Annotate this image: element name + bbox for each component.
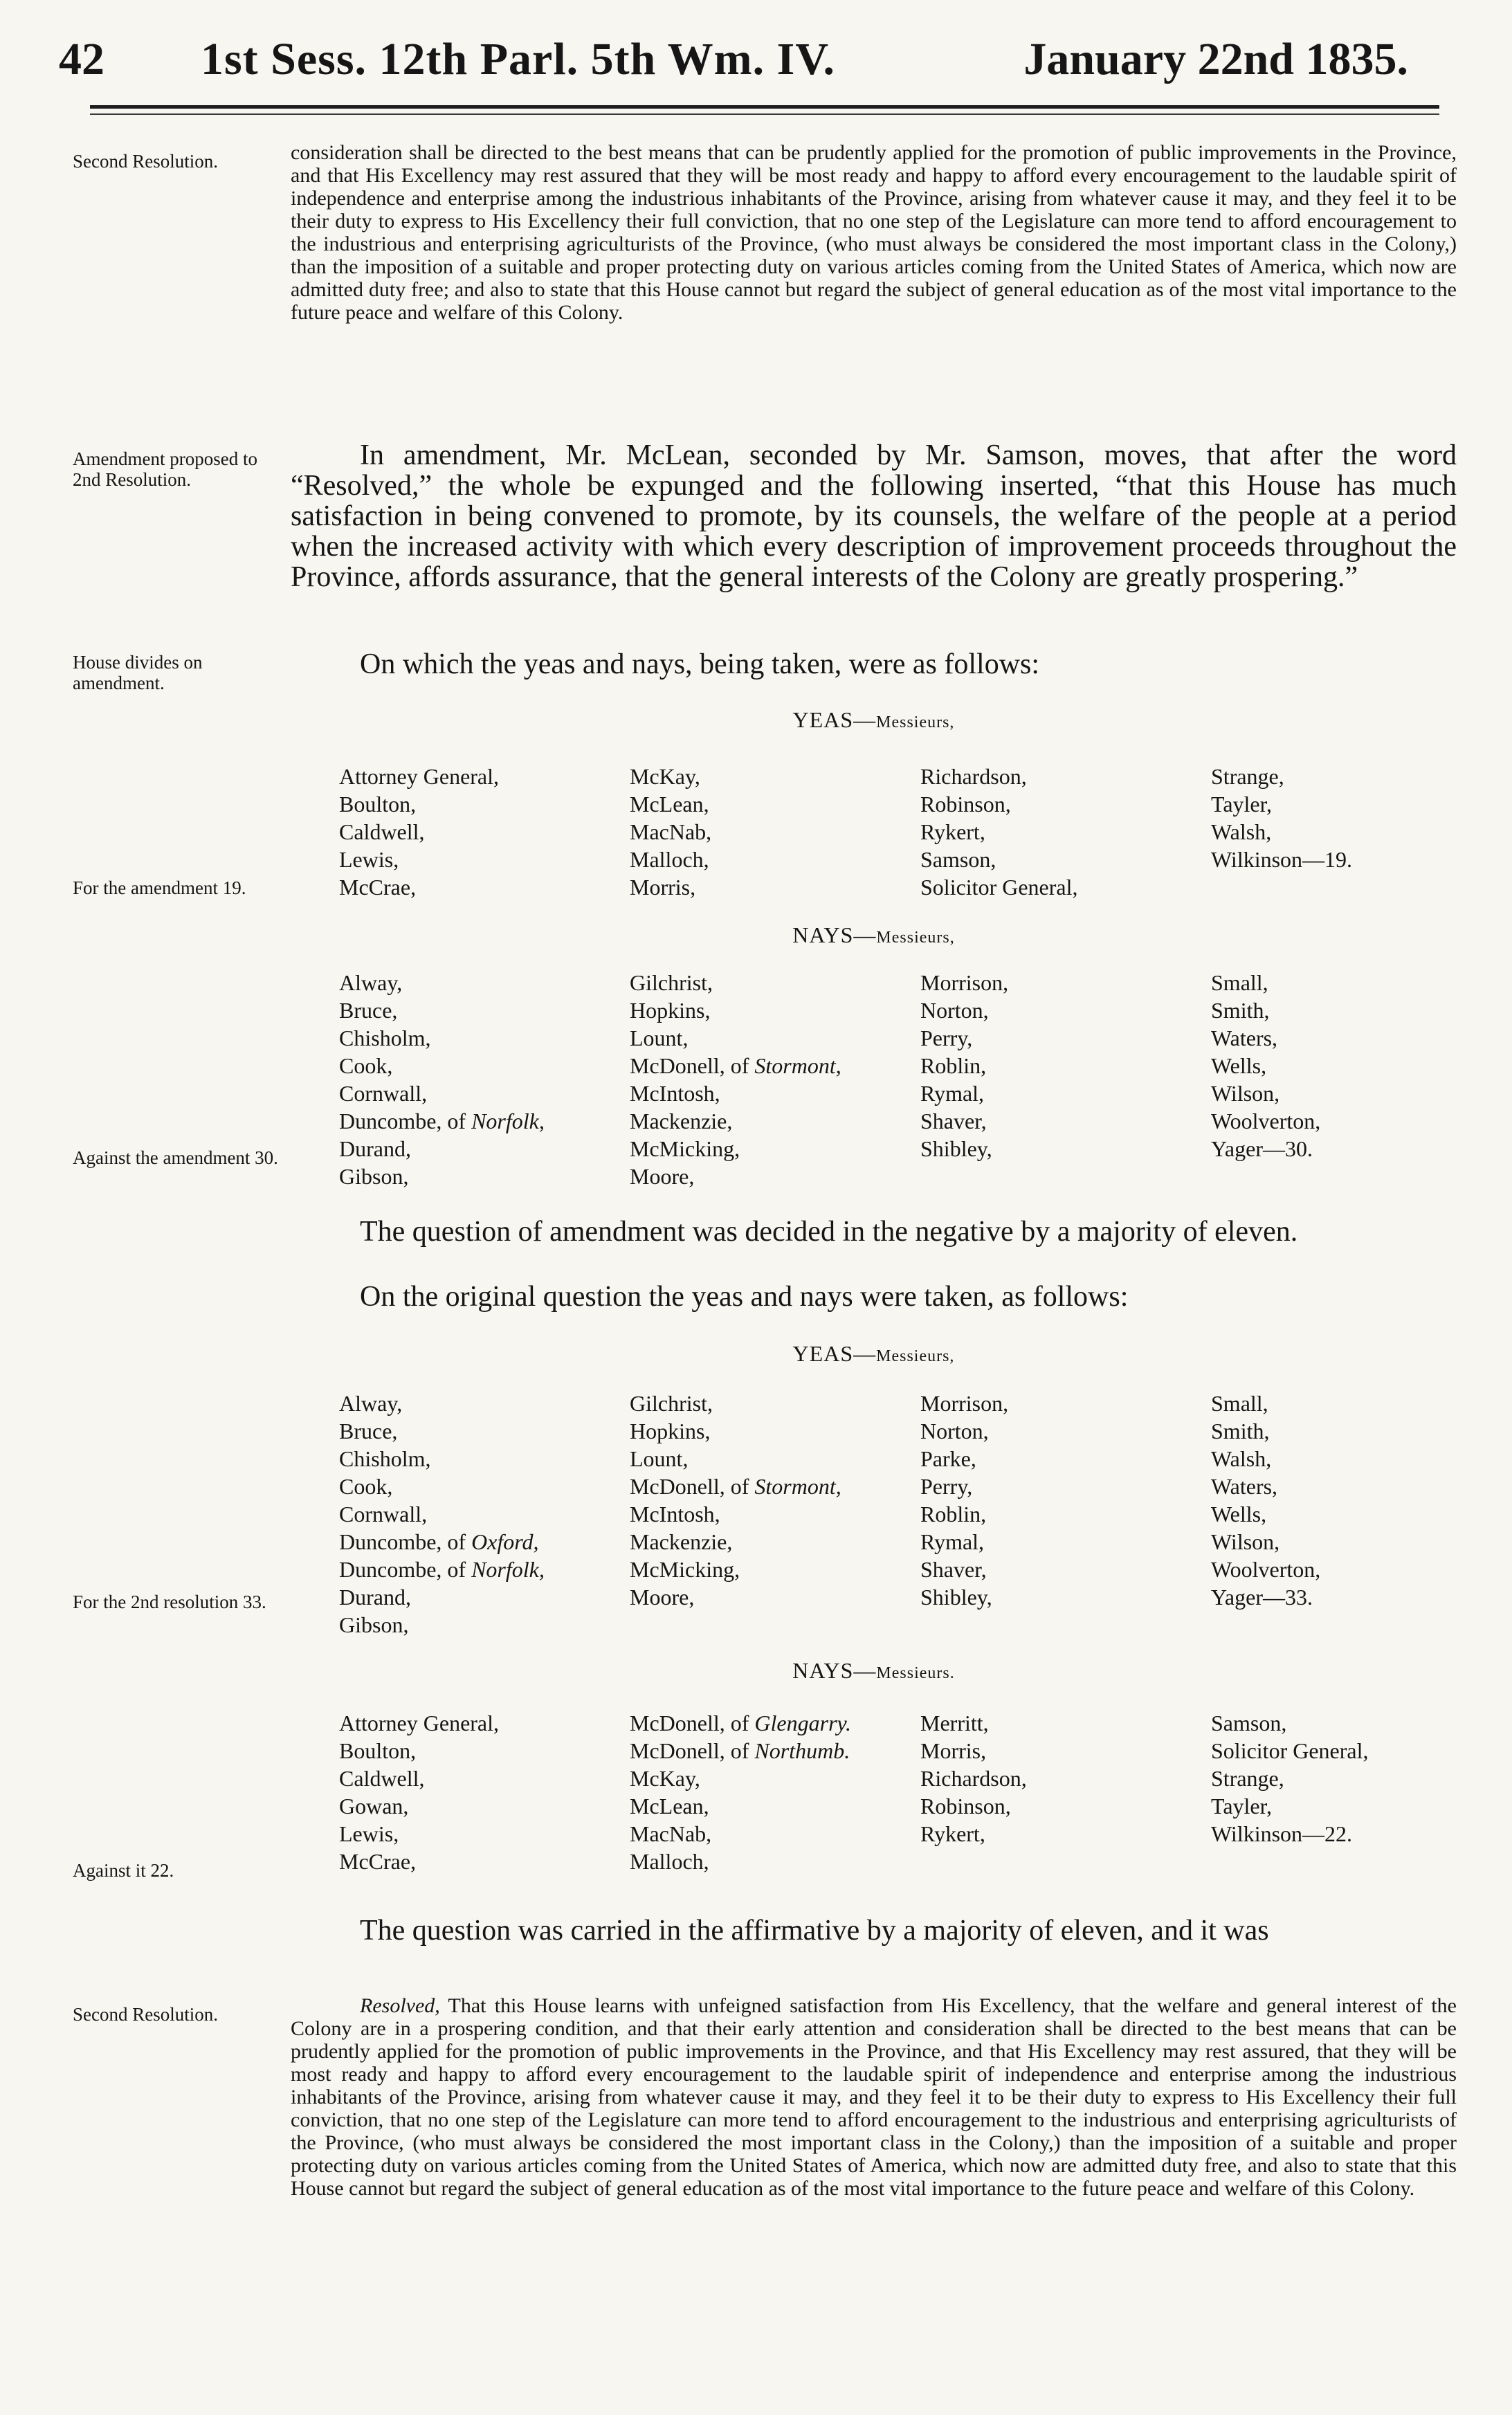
- resolved-lead: Resolved,: [360, 1994, 440, 2017]
- vote2-nays-names: [339, 1709, 1446, 1875]
- header-rule-thin: [90, 113, 1439, 115]
- member-name: Cook,: [339, 1053, 393, 1078]
- amendment-text: In amendment, Mr. McLean, seconded by Mr. Samson, moves, that after the word “Resolved,” the whole be expunged and the following inserted, “that this House has much satisfaction in being convened to promote, by its counsels, the welfare of the people at a period when the increased activity with which every description of improvement proceeds throughout the Province, affords assurance, that the general interests of the Colony are greatly prospering.”: [291, 439, 1457, 593]
- member-name: Cook,: [339, 1474, 393, 1499]
- member-name: Lount,: [630, 1026, 689, 1050]
- member-name: Chisholm,: [339, 1026, 431, 1050]
- member-name: Boulton,: [339, 1738, 417, 1763]
- original-question-text: On the original question the yeas and nays were taken, as follows:: [360, 1281, 1129, 1313]
- member-name: Solicitor General,: [920, 875, 1078, 900]
- margin-note-for-2nd-resolution: For the 2nd resolution 33.: [73, 1592, 266, 1612]
- member-name: Shaver,: [920, 1109, 987, 1133]
- name-column: [630, 1389, 920, 1639]
- vote2-nays-heading-sc: Messieurs.: [876, 1664, 955, 1682]
- member-name: Solicitor General,: [1211, 1738, 1369, 1763]
- member-name: McDonell, of Glengarry.: [630, 1711, 851, 1735]
- member-name: Gibson,: [339, 1612, 409, 1637]
- member-name: Lewis,: [339, 847, 399, 872]
- member-name: Woolverton,: [1211, 1109, 1321, 1133]
- vote2-nays-heading: [291, 1658, 1457, 1684]
- member-name: Malloch,: [630, 847, 709, 872]
- member-name: Robinson,: [920, 1794, 1011, 1819]
- vote2-yeas-heading-sc: Messieurs,: [876, 1347, 955, 1365]
- name-column: [1211, 763, 1446, 901]
- name-column: [920, 969, 1211, 1190]
- member-name: Alway,: [339, 970, 403, 995]
- margin-note-for-amendment: For the amendment 19.: [73, 877, 246, 898]
- member-name: McDonell, of Northumb.: [630, 1738, 850, 1763]
- vote2-yeas-heading: [291, 1341, 1457, 1367]
- member-name: McCrae,: [339, 1849, 417, 1874]
- member-name: McLean,: [630, 792, 709, 817]
- member-name: Walsh,: [1211, 819, 1272, 844]
- vote2-nays-heading-label: NAYS—: [792, 1658, 877, 1683]
- margin-note-against-amendment: Against the amendment 30.: [73, 1147, 278, 1168]
- member-name: McLean,: [630, 1794, 709, 1819]
- margin-note-second-resolution: Second Resolution.: [73, 151, 218, 172]
- name-column: [630, 1709, 920, 1875]
- member-name: Alway,: [339, 1391, 403, 1416]
- member-name: Norton,: [920, 1419, 989, 1443]
- member-name: Merritt,: [920, 1711, 989, 1735]
- member-name: McMicking,: [630, 1136, 740, 1161]
- margin-note-house-divides: House divides on amendment.: [73, 652, 203, 693]
- name-column: [630, 763, 920, 901]
- decision2-text: The question was carried in the affirmative by a majority of eleven, and it was: [360, 1915, 1269, 1947]
- resolved-text: That this House learns with unfeigned satisfaction from His Excellency, that the welfare and general interest of the Colony are in a prospering condition, and that their early attention and consideration shall be directed to the best means that can be prudently applied for the promotion of public improvements in the Province, and that His Excellency may rest assured, that they will be most ready and happy to afford every encouragement to the laudable spirit of independence and enterprise among the industrious inhabitants of the Province, arising from whatever cause it may, and they feel it to be their duty to express to His Excellency their full conviction, that no one step of the Legislature can more tend to afford encouragement to the industrious and enterprising agriculturists of the Province, (who must always be considered the most important class in the Colony,) than the imposition of a suitable and proper protecting duty on various articles coming from the United States of America, which now are admitted duty free, and also to state that this House cannot but regard the subject of general education as of the most vital importance to the future peace and welfare of this Colony.: [291, 1994, 1457, 2200]
- resolved-paragraph: [291, 1994, 1457, 2200]
- member-name: Yager—33.: [1211, 1585, 1313, 1610]
- vote1-nays-heading: [291, 922, 1457, 948]
- member-name: Wilkinson—19.: [1211, 847, 1353, 872]
- member-name: Cornwall,: [339, 1081, 428, 1106]
- member-name: Waters,: [1211, 1474, 1278, 1499]
- member-name: Moore,: [630, 1585, 695, 1610]
- name-column: [630, 969, 920, 1190]
- member-name: Samson,: [920, 847, 996, 872]
- member-name: McCrae,: [339, 875, 417, 900]
- member-name: Rymal,: [920, 1529, 985, 1554]
- member-name: Yager—30.: [1211, 1136, 1313, 1161]
- margin-note-amendment: Amendment proposed to 2nd Resolution.: [73, 448, 257, 490]
- member-name: Chisholm,: [339, 1446, 431, 1471]
- member-name: Walsh,: [1211, 1446, 1272, 1471]
- member-name: Tayler,: [1211, 1794, 1272, 1819]
- member-name: Roblin,: [920, 1502, 987, 1527]
- vote2-yeas-names: [339, 1389, 1446, 1639]
- member-name: Bruce,: [339, 998, 398, 1023]
- member-name: Wells,: [1211, 1053, 1267, 1078]
- member-name: McMicking,: [630, 1557, 740, 1582]
- member-name: Richardson,: [920, 1766, 1027, 1791]
- member-name: Moore,: [630, 1164, 695, 1189]
- name-column: [1211, 969, 1446, 1190]
- member-name: Shibley,: [920, 1136, 992, 1161]
- member-name: Duncombe, of Oxford,: [339, 1529, 539, 1554]
- name-column: [339, 763, 630, 901]
- member-name: Hopkins,: [630, 1419, 711, 1443]
- member-name: Durand,: [339, 1585, 411, 1610]
- member-name: Mackenzie,: [630, 1109, 733, 1133]
- vote1-yeas-heading-label: YEAS—: [792, 707, 877, 732]
- member-name: Smith,: [1211, 1419, 1270, 1443]
- member-name: Roblin,: [920, 1053, 987, 1078]
- name-column: [1211, 1709, 1446, 1875]
- member-name: McDonell, of Stormont,: [630, 1474, 841, 1499]
- session-title: 1st Sess. 12th Parl. 5th Wm. IV.: [201, 34, 835, 84]
- member-name: Morrison,: [920, 970, 1009, 995]
- decision1-text: The question of amendment was decided in the negative by a majority of eleven.: [360, 1216, 1298, 1248]
- member-name: Gibson,: [339, 1164, 409, 1189]
- vote1-nays-heading-label: NAYS—: [792, 922, 877, 947]
- name-column: [339, 969, 630, 1190]
- member-name: Wells,: [1211, 1502, 1267, 1527]
- second-resolution-text: consideration shall be directed to the best means that can be prudently applied for the promotion of public improvements in the Province, and that His Excellency may rest assured that they will be most ready and happy to afford every encouragement to the laudable spirit of independence and enterprise among the industrious inhabitants of the Province, arising from whatever cause it may, and they feel it to be their duty to express to His Excellency their full conviction, that no one step of the Legislature can more tend to afford encouragement to the industrious and enterprising agriculturists of the Province, (who must always be considered the most important class in the Colony,) than the imposition of a suitable and proper protecting duty on various articles coming from the United States of America, which now are admitted duty free; and also to state that this House cannot but regard the subject of general education as of the most vital importance to the future peace and welfare of this Colony.: [291, 141, 1457, 324]
- name-column: [1211, 1389, 1446, 1639]
- margin-note-resolved: Second Resolution.: [73, 2004, 218, 2025]
- member-name: Strange,: [1211, 764, 1284, 789]
- margin-note-against-it: Against it 22.: [73, 1860, 174, 1881]
- name-column: [920, 1709, 1211, 1875]
- member-name: Attorney General,: [339, 764, 500, 789]
- member-name: Small,: [1211, 1391, 1268, 1416]
- name-column: [339, 1709, 630, 1875]
- member-name: Bruce,: [339, 1419, 398, 1443]
- vote2-yeas-heading-label: YEAS—: [792, 1341, 877, 1366]
- vote1-nays-heading-sc: Messieurs,: [876, 929, 955, 947]
- vote1-nays-names: [339, 969, 1446, 1190]
- vote1-yeas-names: [339, 763, 1446, 901]
- member-name: MacNab,: [630, 819, 712, 844]
- member-name: Rykert,: [920, 1821, 985, 1846]
- member-name: Woolverton,: [1211, 1557, 1321, 1582]
- name-column: [920, 763, 1211, 901]
- name-column: [920, 1389, 1211, 1639]
- member-name: Durand,: [339, 1136, 411, 1161]
- member-name: Duncombe, of Norfolk,: [339, 1109, 545, 1133]
- member-name: Caldwell,: [339, 819, 425, 844]
- member-name: Gilchrist,: [630, 1391, 713, 1416]
- member-name: Waters,: [1211, 1026, 1278, 1050]
- member-name: Morris,: [920, 1738, 987, 1763]
- member-name: Smith,: [1211, 998, 1270, 1023]
- page-header: [59, 21, 1415, 90]
- divides-text: On which the yeas and nays, being taken, were as follows:: [360, 648, 1040, 680]
- member-name: Caldwell,: [339, 1766, 425, 1791]
- member-name: Richardson,: [920, 764, 1027, 789]
- member-name: Mackenzie,: [630, 1529, 733, 1554]
- vote1-yeas-heading: [291, 707, 1457, 733]
- member-name: Lount,: [630, 1446, 689, 1471]
- header-rule-thick: [90, 105, 1439, 109]
- member-name: Malloch,: [630, 1849, 709, 1874]
- member-name: Samson,: [1211, 1711, 1287, 1735]
- member-name: Wilson,: [1211, 1529, 1280, 1554]
- member-name: McIntosh,: [630, 1081, 720, 1106]
- member-name: Duncombe, of Norfolk,: [339, 1557, 545, 1582]
- member-name: Rymal,: [920, 1081, 985, 1106]
- member-name: Boulton,: [339, 792, 417, 817]
- member-name: McKay,: [630, 764, 700, 789]
- member-name: Lewis,: [339, 1821, 399, 1846]
- member-name: Cornwall,: [339, 1502, 428, 1527]
- member-name: Gowan,: [339, 1794, 409, 1819]
- member-name: Gilchrist,: [630, 970, 713, 995]
- member-name: Morris,: [630, 875, 696, 900]
- vote1-yeas-heading-sc: Messieurs,: [876, 713, 955, 731]
- member-name: McDonell, of Stormont,: [630, 1053, 841, 1078]
- member-name: Norton,: [920, 998, 989, 1023]
- member-name: Tayler,: [1211, 792, 1272, 817]
- member-name: Small,: [1211, 970, 1268, 995]
- member-name: Parke,: [920, 1446, 976, 1471]
- member-name: McKay,: [630, 1766, 700, 1791]
- member-name: Hopkins,: [630, 998, 711, 1023]
- member-name: Wilkinson—22.: [1211, 1821, 1353, 1846]
- member-name: Shibley,: [920, 1585, 992, 1610]
- member-name: Perry,: [920, 1474, 973, 1499]
- header-date: January 22nd 1835.: [1023, 34, 1408, 84]
- member-name: Morrison,: [920, 1391, 1009, 1416]
- member-name: Strange,: [1211, 1766, 1284, 1791]
- member-name: Attorney General,: [339, 1711, 500, 1735]
- member-name: Rykert,: [920, 819, 985, 844]
- member-name: McIntosh,: [630, 1502, 720, 1527]
- member-name: Wilson,: [1211, 1081, 1280, 1106]
- member-name: Perry,: [920, 1026, 973, 1050]
- member-name: Shaver,: [920, 1557, 987, 1582]
- name-column: [339, 1389, 630, 1639]
- page-number: 42: [59, 34, 104, 84]
- member-name: MacNab,: [630, 1821, 712, 1846]
- member-name: Robinson,: [920, 792, 1011, 817]
